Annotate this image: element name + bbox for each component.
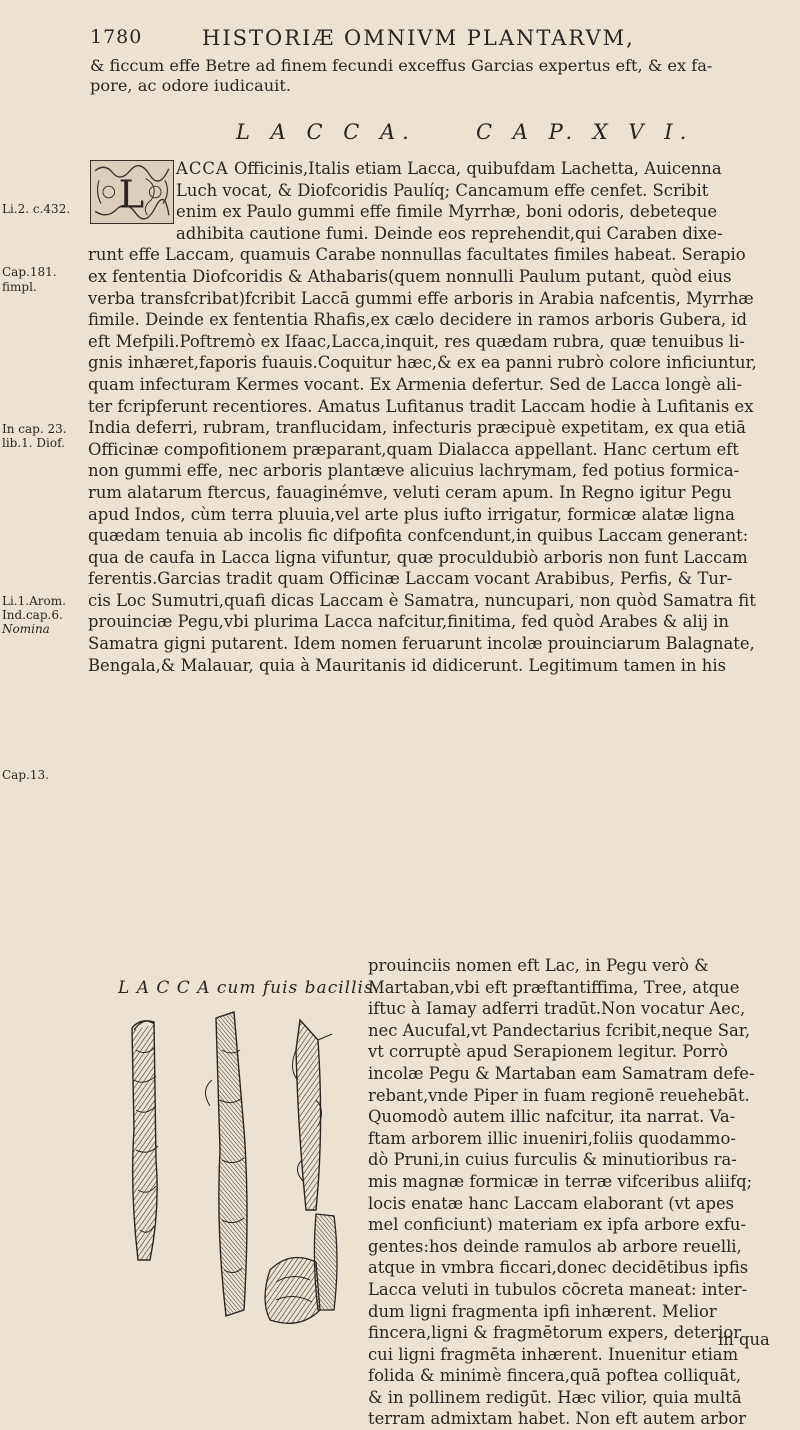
- page-number: 1780: [90, 26, 143, 48]
- body-line: prouinciis nomen eft Lac, in Pegu verò &: [368, 956, 709, 975]
- body-line: non gummi effe, nec arboris plantæve alicuius lachrymam, fed potius formica-: [88, 461, 740, 481]
- body-line: iftuc à Iamay adferri tradūt.Non vocatur Aec,: [368, 999, 746, 1019]
- body-line: mel conficiunt) materiam ex ipfa arbore exfu-: [368, 1215, 746, 1235]
- body-line: eft Mefpili.Poftremò ex Ifaac,Lacca,inquit, res quædam rubra, quæ tenuibus li-: [88, 331, 745, 351]
- body-line: gentes:hos deinde ramulos ab arbore reuelli,: [368, 1236, 742, 1256]
- body-line: ex fententia Diofcoridis & Athabaris(quem nonnulli Paulum putant, quòd eius: [88, 266, 732, 286]
- body-line: terram admixtam habet. Non eft autem arbor: [368, 1409, 747, 1429]
- catchword: in qua: [718, 1330, 770, 1349]
- body-line: Luch vocat, & Diofcoridis Paulíq; Cancamum effe cenfet. Scribit: [176, 180, 709, 200]
- body-line: Lacca veluti in tubulos cōcreta maneat: inter-: [368, 1279, 748, 1299]
- body-line: ftam arborem illic inueniri,foliis quodammo-: [368, 1128, 736, 1148]
- intro-paragraph: [90, 56, 770, 96]
- body-line: Samatra gigni putarent. Idem nomen feruarunt incolæ prouinciarum Balagnate,: [88, 634, 755, 654]
- chapter-title: [0, 120, 800, 146]
- body-line: Bengala,& Malauar, quia à Mauritanis id didicerunt. Legitimum tamen in his: [88, 655, 726, 675]
- body-line: quam infecturam Kermes vocant. Ex Armenia defertur. Sed de Lacca longè ali-: [88, 374, 743, 394]
- body-line: adhibita cautione fumi. Deinde eos reprehendit,qui Caraben dixe-: [176, 223, 723, 243]
- margin-note: Li.2. c.432.: [2, 202, 71, 216]
- margin-note: fimpl.: [2, 280, 37, 294]
- body-text: [88, 158, 778, 676]
- margin-note: Li.1.Arom.: [2, 594, 66, 608]
- body-line: prouinciæ Pegu,vbi plurima Lacca nafcitur,finitima, fed quòd Arabes & alij in: [88, 612, 729, 632]
- body-line: Quomodò autem illic nafcitur, ita narrat. Va-: [368, 1107, 736, 1127]
- body-line: apud Indos, cùm terra pluuia,vel arte plus iufto irrigatur, formicæ alatæ ligna: [88, 504, 735, 524]
- bottom-fragment: [265, 1258, 320, 1324]
- body-line: fincera,ligni & fragmētorum expers, deterior: [368, 1323, 742, 1343]
- body-line: gnis inhæret,faporis fuauis.Coquitur hæc,& ex ea panni rubrò colore inficiuntur,: [88, 353, 757, 373]
- margin-note: lib.1. Diof.: [2, 436, 65, 450]
- margin-note: Cap.181.: [2, 265, 57, 279]
- body-line: locis enatæ hanc Laccam elaborant (vt apes: [368, 1193, 735, 1213]
- body-line: runt effe Laccam, quamuis Carabe nonnullas facultates fimiles habeat. Serapio: [88, 245, 746, 265]
- margin-note: Nomina: [2, 622, 50, 636]
- body-line: rum alatarum ftercus, fauaginémve, veluti ceram apum. In Regno igitur Pegu: [88, 482, 732, 502]
- body-line: rebant,vnde Piper in fuam regionē reuehebāt.: [368, 1085, 750, 1105]
- body-line: mis magnæ formicæ in terræ vifceribus aliifq;: [368, 1171, 753, 1191]
- body-line: Officinæ compofitionem præparant,quam Dialacca appellant. Hanc certum eft: [88, 439, 739, 459]
- margin-note: Cap.13.: [2, 768, 49, 782]
- body-line: vt corruptè apud Serapionem legitur. Porrò: [368, 1042, 729, 1062]
- body-line: cis Loc Sumutri,quafi dicas Laccam è Samatra, nuncupari, non quòd Samatra fit: [88, 590, 756, 610]
- right-stick: [292, 1020, 332, 1210]
- page-header: [90, 26, 750, 54]
- body-line: atque in vmbra ficcari,donec decidētibus ipfis: [368, 1258, 749, 1278]
- center-stick: [205, 1012, 247, 1316]
- left-stick: [132, 1021, 158, 1260]
- chapter-title-right: C A P. X V I.: [476, 120, 694, 144]
- chapter-title-left: L A C C A.: [236, 120, 416, 144]
- body-line: India deferri, rubram, tranflucidam, infecturis præcipuè expetitam, ex qua etiā: [88, 418, 746, 438]
- body-line: dò Pruni,in cuius furculis & minutioribus ra-: [368, 1150, 737, 1170]
- body-line: ferentis.Garcias tradit quam Officinæ Laccam vocant Arabibus, Perfis, & Tur-: [88, 569, 733, 589]
- body-line: Martaban,vbi eft præftantiffima, Tree, atque: [368, 977, 740, 997]
- running-head: HISTORIÆ OMNIVM PLANTARVM,: [202, 26, 635, 50]
- body-line: enim ex Paulo gummi effe fimile Myrrhæ, boni odoris, debeteque: [176, 202, 718, 222]
- body-line: quædam tenuia ab incolis fic difpofita confcendunt,in quibus Laccam generant:: [88, 526, 749, 546]
- body-line: verba transfcribat)fcribit Laccā gummi effe arboris in Arabia nafcentis, Myrrhæ: [88, 288, 754, 308]
- intro-line: & ficcum effe Betre ad finem fecundi exceffus Garcias expertus eft, & ex fa-: [90, 56, 713, 75]
- right-column-text: [368, 955, 788, 1430]
- body-line: folida & minimè fincera,quā poftea colliquāt,: [368, 1366, 742, 1386]
- body-line: cui ligni fragmēta inhærent. Inuenitur etiam: [368, 1344, 739, 1364]
- body-line: qua de caufa in Lacca ligna vifuntur, quæ proculdubiò arboris non funt Laccam: [88, 547, 748, 567]
- figure-caption: L A C C A cum fuis bacillis.: [118, 978, 381, 998]
- body-line: fimile. Deinde ex fententia Rhafis,ex cælo decidere in ramos arboris Gubera, id: [88, 310, 748, 330]
- lacca-sticks-illustration: [120, 1010, 360, 1350]
- drop-cap-letter: L: [118, 172, 145, 218]
- drop-cap-word: ACCA: [176, 159, 229, 178]
- margin-note: In cap. 23.: [2, 422, 67, 436]
- body-line: ter fcripferunt recentiores. Amatus Lufitanus tradit Laccam hodie à Lufitanis ex: [88, 396, 754, 416]
- intro-line: pore, ac odore iudicauit.: [90, 76, 292, 95]
- body-line: dum ligni fragmenta ipfi inhærent. Melior: [368, 1301, 717, 1321]
- body-line: incolæ Pegu & Martaban eam Samatram defe-: [368, 1063, 755, 1083]
- margin-note: Ind.cap.6.: [2, 608, 63, 622]
- body-line: & in pollinem redigūt. Hæc vilior, quia multā: [368, 1387, 742, 1407]
- body-line: nec Aucufal,vt Pandectarius fcribit,neque Sar,: [368, 1020, 751, 1040]
- body-line: ACCA Officinis,Italis etiam Lacca, quibufdam Lachetta, Auicenna: [176, 159, 722, 178]
